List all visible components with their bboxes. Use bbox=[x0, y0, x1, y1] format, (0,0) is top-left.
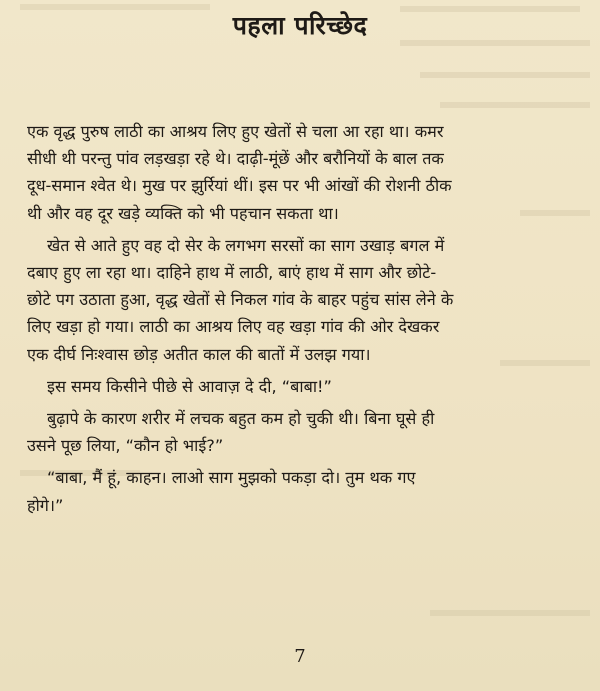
page-number: 7 bbox=[294, 646, 306, 667]
paragraph-4 bbox=[27, 405, 575, 459]
text-line: खेत से आते हुए वह दो सेर के लगभग सरसों का साग उखाड़ बगल में bbox=[47, 235, 445, 255]
text-line: थी और वह दूर खड़े व्यक्ति को भी पहचान सकता था। bbox=[27, 203, 339, 223]
text-line: इस समय किसीने पीछे से आवाज़ दे दी, “बाबा!” bbox=[47, 376, 332, 396]
text-line: एक दीर्घ निःश्वास छोड़ अतीत काल की बातों में उलझ गया। bbox=[27, 344, 371, 364]
chapter-title: पहला परिच्छेद bbox=[232, 11, 368, 40]
text-line: एक वृद्ध पुरुष लाठी का आश्रय लिए हुए खेतों से चला आ रहा था। कमर bbox=[27, 122, 444, 141]
text-line: बुढ़ापे के कारण शरीर में लचक बहुत कम हो चुकी थी। बिना घूसे ही bbox=[47, 409, 435, 429]
text-line: दूध-समान श्वेत थे। मुख पर झुर्रियां थीं। इस पर भी आंखों की रोशनी ठीक bbox=[27, 176, 452, 196]
paragraph-2 bbox=[27, 232, 575, 368]
text-line: छोटे पग उठाता हुआ, वृद्ध खेतों से निकल गांव के बाहर पहुंच सांस लेने के bbox=[27, 290, 454, 310]
text-line: सीधी थी परन्तु पांव लड़खड़ा रहे थे। दाढ़ी-मूंछें और बरौनियों के बाल तक bbox=[27, 149, 444, 169]
text-line: “बाबा, मैं हूं, काहन। लाओ साग मुझको पकड़ा दो। तुम थक गए bbox=[47, 468, 416, 488]
text-line: होगे।” bbox=[27, 495, 64, 515]
paragraph-5 bbox=[27, 464, 575, 518]
body-text bbox=[27, 118, 575, 524]
paragraph-3 bbox=[27, 373, 575, 400]
paragraph-1 bbox=[27, 118, 575, 227]
text-line: लिए खड़ा हो गया। लाठी का आश्रय लिए वह खड़ा गांव की ओर देखकर bbox=[27, 317, 440, 337]
text-line: उसने पूछ लिया, “कौन हो भाई?” bbox=[27, 436, 224, 456]
text-line: दबाए हुए ला रहा था। दाहिने हाथ में लाठी, बाएं हाथ में साग और छोटे- bbox=[27, 263, 437, 283]
